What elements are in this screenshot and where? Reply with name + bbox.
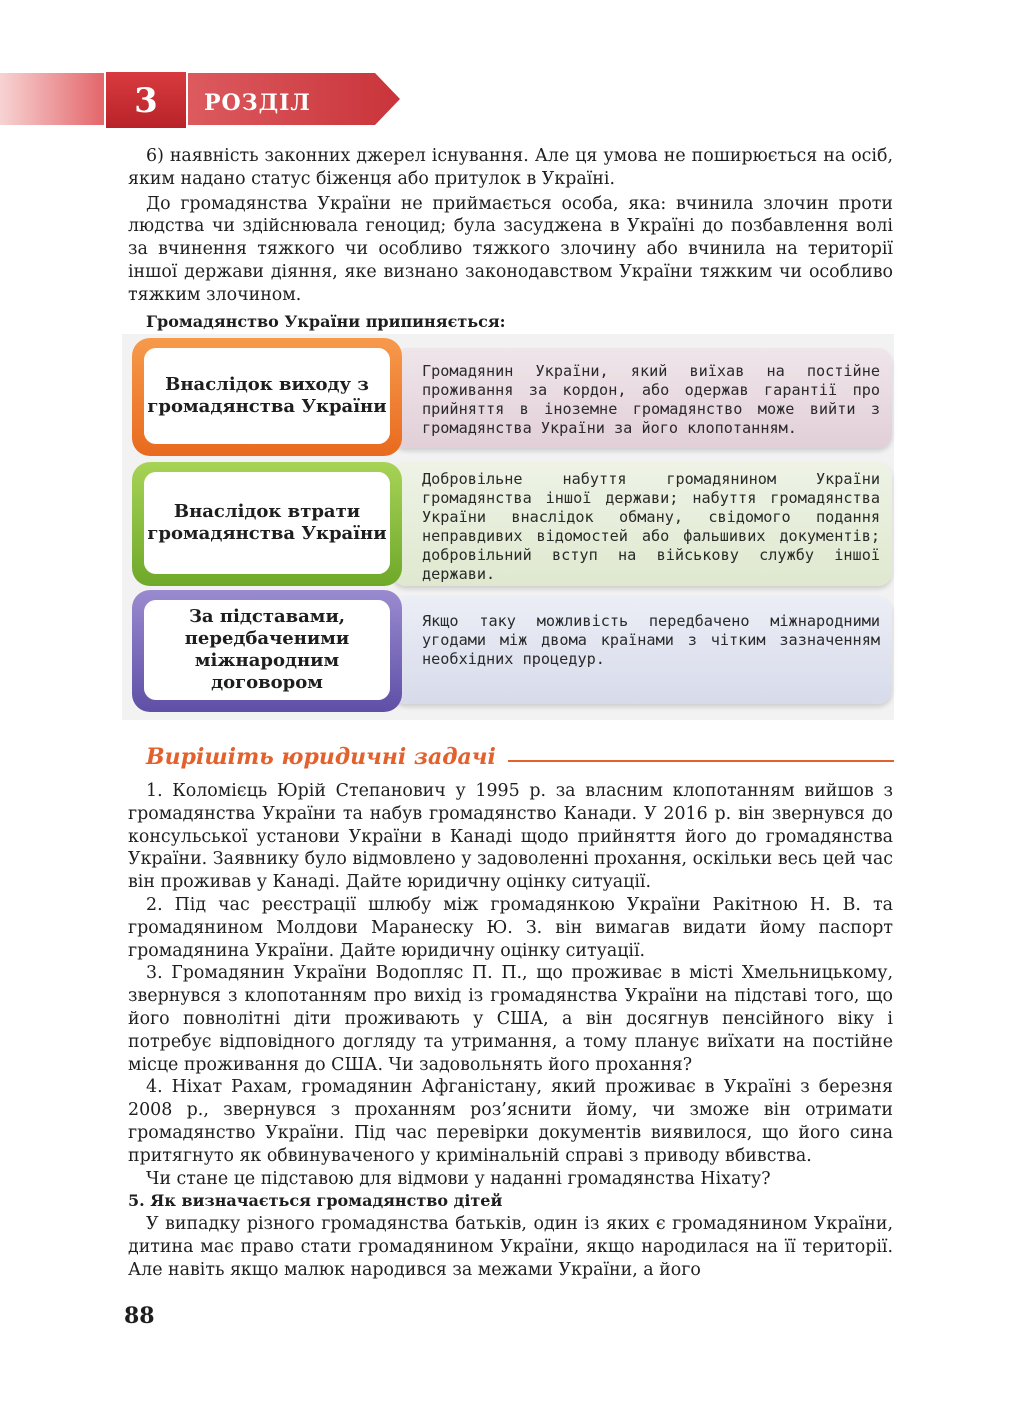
page-number: 88: [124, 1303, 155, 1329]
row-title: Внаслідок виходу з громадянства України: [144, 348, 390, 444]
task-item: 4. Ніхат Рахам, громадянин Афганістану, який проживає в Україні з березня 2008 р., звернувся з проханням роз’яснити йому, чи зможе він отримати громадянство України. Під час перевірки документів виявилося, що його сина притягнуто як обвинуваченого у кримінальній справі з приводу вбивства.: [128, 1077, 893, 1166]
task-item: 1. Коломієць Юрій Степанович у 1995 р. за власним клопотанням вийшов з громадянства України та набув громадянство Канади. У 2016 р. він звернувся до консульської установи України в Канаді щодо прийняття його до громадянства України. Заявнику було відмовлено у задоволенні прохання, оскільки весь цей час він проживав у Канаді. Дайте юридичну оцінку ситуації.: [128, 781, 893, 893]
row-description: Добровільне набуття громадянином України громадянства іншої держави; набуття громадянства України внаслідок обману, свідомого подання неправдивих відомостей або фальшивих документів; добровільний вступ на військову службу іншої держави.: [392, 462, 892, 586]
paragraph: 6) наявність законних джерел існування. Але ця умова не поширюється на осіб, яким надано статус біженця або притулок в Україні.: [128, 146, 893, 189]
row-title: Внаслідок втрати громадянства України: [144, 472, 390, 574]
row-title: За підставами, передбаченими міжнародним договором: [144, 600, 390, 700]
task-question: Чи стане це підставою для відмови у наданні громадянства Ніхату?: [146, 1168, 771, 1189]
heading-rule: [508, 760, 894, 762]
section5-text: У випадку різного громадянства батьків, один із яких є громадянином України, дитина має право стати громадянином України, якщо народилася на її території. Але навіть якщо малюк народився за межами України, а його: [128, 1214, 893, 1280]
row-description: Громадянин України, який виїхав на постійне проживання за кордон, або одержав гарантії про прийняття в іноземне громадянство може вийти з громадянства України за його клопотанням.: [392, 348, 892, 448]
banner-arrow-shape: [0, 73, 400, 125]
termination-heading: Громадянство України припиняється:: [146, 311, 506, 331]
tasks-heading: Вирішіть юридичні задачі: [146, 744, 496, 770]
intro-text: [128, 145, 893, 333]
section5-heading: 5. Як визначається громадянство дітей: [128, 1191, 503, 1211]
paragraph: До громадянства України не приймається особа, яка: вчинила злочин проти людства чи здійснювала геноцид; була засуджена в Україні до позбавлення волі за вчинення тяжкого чи особливо тяжкого злочину або вчинила на території іншої держави діяння, яке визнано законодавством України тяжким чи особливо тяжким злочином.: [128, 193, 893, 305]
tasks-text: [128, 780, 893, 1282]
diagram-row: [132, 590, 892, 712]
row-title-box: [132, 338, 402, 456]
task-item: 3. Громадянин України Водопляс П. П., що проживає в місті Хмельницькому, звернувся з клопотанням про вихід із громадянства України на підставі того, що його повнолітні діти проживають у США, а він досягнув пенсійного віку і потребує відповідного догляду та утримання, а тому планує виїхати на постійне місце проживання до США. Чи задовольнять його прохання?: [128, 963, 893, 1075]
row-title-box: [132, 590, 402, 712]
chapter-number: 3: [104, 70, 188, 130]
row-title-box: [132, 462, 402, 586]
diagram-row: [132, 338, 892, 456]
chapter-label: РОЗДІЛ: [204, 90, 311, 116]
chapter-banner: [0, 73, 400, 125]
task-item: 2. Під час реєстрації шлюбу між громадянкою України Ракітною Н. В. та громадянином Молдови Маранеску Ю. З. він вимагав видати йому паспорт громадянина України. Дайте юридичну оцінку ситуації.: [128, 894, 893, 961]
row-description: Якщо таку можливість передбачено міжнародними угодами між двома країнами з чітким зазначенням необхідних процедур.: [392, 596, 892, 704]
termination-diagram: [122, 334, 894, 720]
diagram-row: [132, 462, 892, 586]
